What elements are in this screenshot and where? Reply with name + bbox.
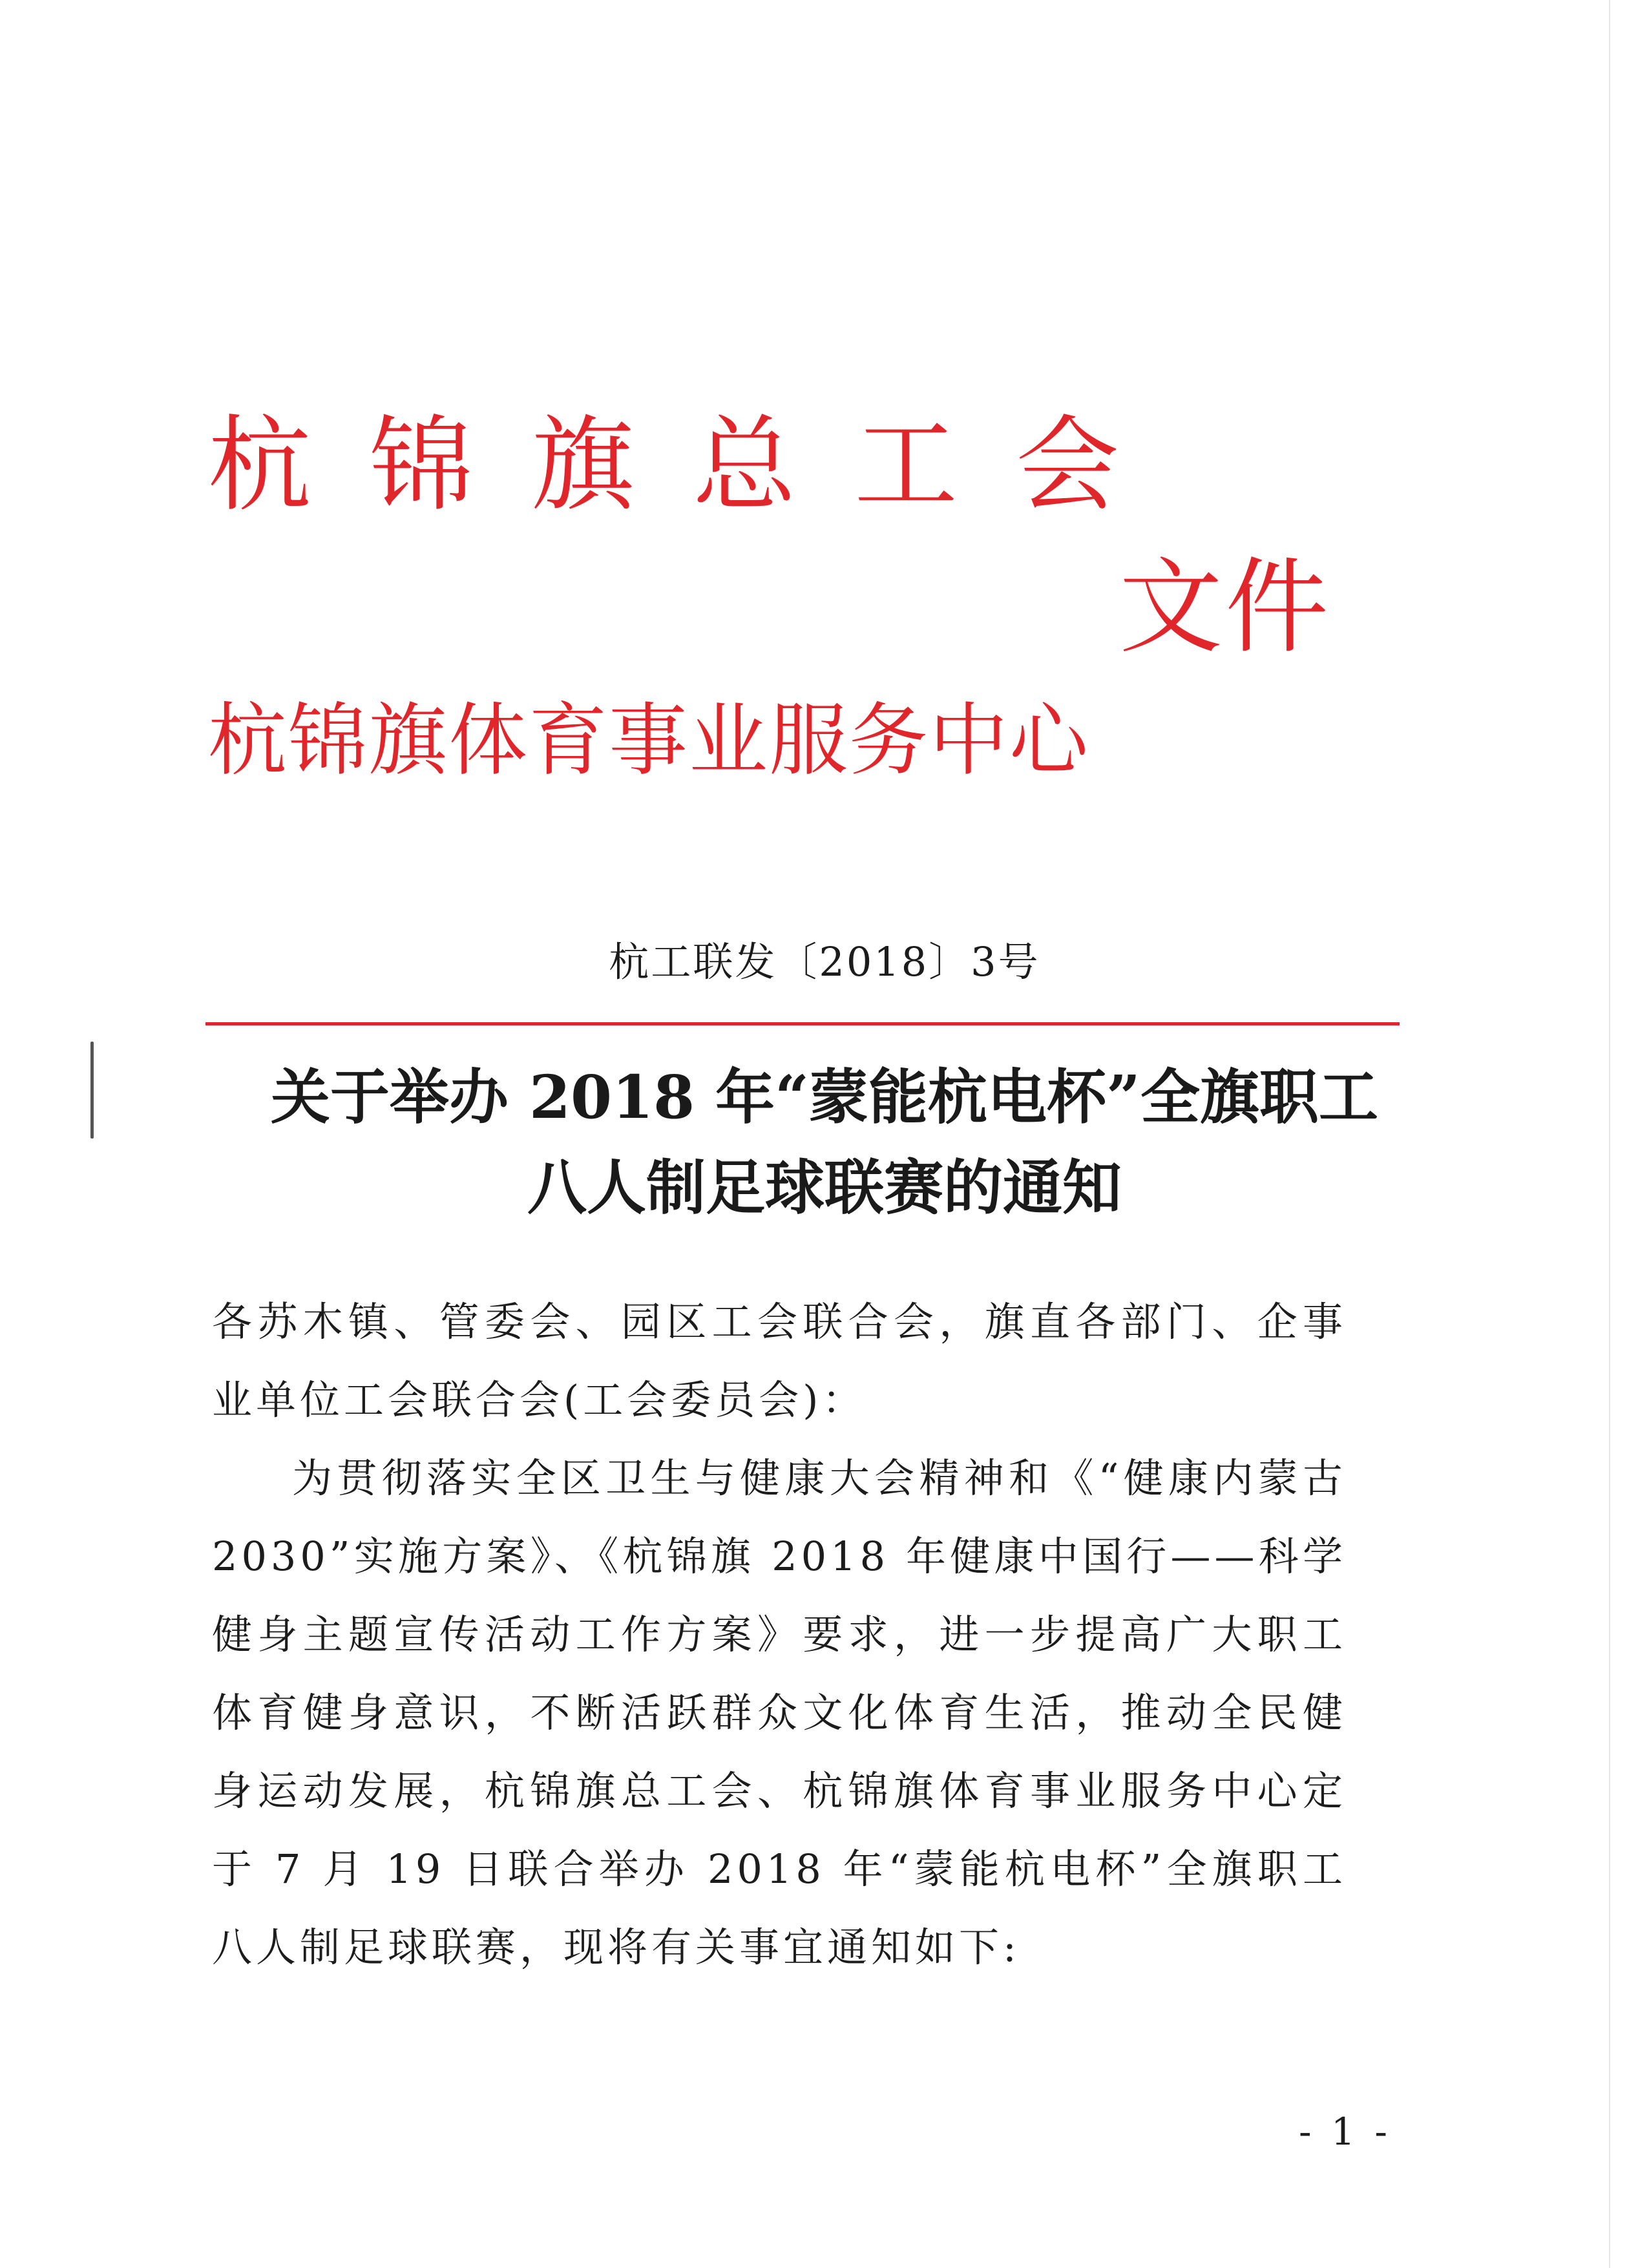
document-label: 文件	[1119, 547, 1332, 667]
document-number: 杭工联发〔2018〕3号	[609, 938, 1040, 985]
title-line-2: 八人制足球联赛的通知	[527, 1153, 1122, 1223]
scan-edge-line	[1609, 0, 1610, 2268]
paragraph-1: 为贯彻落实全区卫生与健康大会精神和《“健康内蒙古 2030”实施方案》、《杭锦旗 2018 年健康中国行——科学健身主题宣传活动工作方案》要求，进一步提高广大职工体育健身意识，不断活跃群众文化体育生活，推动全民健身运动发展，杭锦旗总工会、杭锦旗体育事业服务中心定于 7 月 19 日联合举办 2018 年“蒙能杭电杯”全旗职工八人制足球联赛，现将有关事宜通知如下:	[212, 1454, 1347, 1971]
issuing-org-2: 杭锦旗体育事业服务中心	[208, 695, 1089, 786]
page-number: - 1 -	[1299, 2110, 1391, 2154]
title-line-1: 关于举办 2018 年“蒙能杭电杯”全旗职工	[271, 1062, 1378, 1132]
red-divider	[205, 1022, 1400, 1025]
salutation: 各苏木镇、管委会、园区工会联合会，旗直各部门、企事业单位工会联合会(工会委员会)：	[212, 1298, 1347, 1423]
issuing-org-1: 杭锦旗总工会	[208, 404, 1178, 525]
body-text	[212, 1283, 1347, 1986]
